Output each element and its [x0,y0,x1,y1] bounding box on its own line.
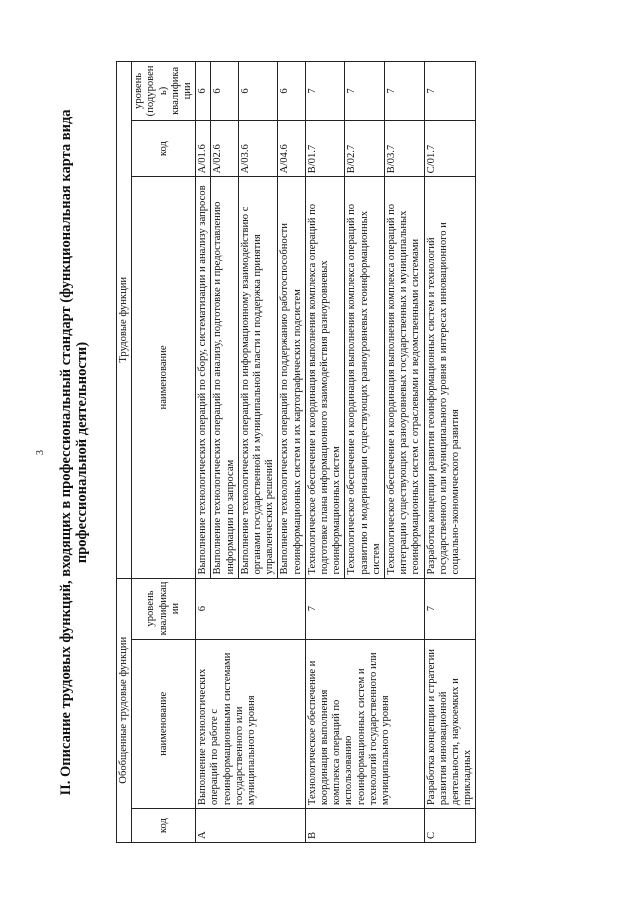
function-code: B/01.7 [305,120,345,177]
header-name-2: наименование [132,177,196,578]
function-level: 7 [385,62,425,121]
section-title [58,60,90,845]
table-row [196,62,211,843]
group-level: 6 [196,578,306,639]
function-level: 6 [211,62,238,121]
header-labor: Трудовые функции [117,62,132,579]
function-code: A/02.6 [211,120,238,177]
page-number: 3 [35,450,46,455]
function-name: Технологическое обеспечение и координация выполнения комплекса операций по развитию и модернизации существующих разноуровневых геоинформационных систем [345,177,385,578]
function-code: B/02.7 [345,120,385,177]
group-code: C [424,809,476,843]
function-level: 7 [424,62,476,121]
function-level: 6 [196,62,211,121]
group-code: A [196,809,306,843]
header-level-2: уровень (подуровень) квалификации [132,62,196,121]
title-line-1: II. Описание трудовых функций, входящих в профессиональный стандарт (функциональная карта вида [58,109,74,796]
header-name: наименование [132,639,196,809]
header-generalized: Обобщенные трудовые функции [117,578,132,842]
header-level: уровень квалификации [132,578,196,639]
function-name: Выполнение технологических операций по информационному взаимодействию с органами государственной и муниципальной власти и поддержка принятия управленческих решений [238,177,278,578]
function-name: Выполнение технологических операций по сбору, систематизации и анализу запросов [196,177,211,578]
function-code: A/01.6 [196,120,211,177]
function-level: 7 [345,62,385,121]
function-code: B/03.7 [385,120,425,177]
function-name: Выполнение технологических операций по анализу, подготовке и предоставлению информации по запросам [211,177,238,578]
function-name: Разработка концепции развития геоинформационных систем и технологий государственного или муниципального уровня в интересах инновационного и социально-экономического развития [424,177,476,578]
function-code: C/01.7 [424,120,476,177]
function-name: Выполнение технологических операций по поддержанию работоспособности геоинформационных систем и их картографических подсистем [278,177,305,578]
group-name: Технологическое обеспечение и координация выполнения комплекса операций по использованию геоинформационных систем и технологий государственного или муниципального уровня [305,639,424,809]
function-level: 6 [278,62,305,121]
function-name: Технологическое обеспечение и координация выполнения комплекса операций по интеграции существующих разноуровневых государственных и муниципальных геоинформационных систем с отраслевыми и ведомственными системами [385,177,425,578]
function-code: A/04.6 [278,120,305,177]
header-code-2: код [132,120,196,177]
group-name: Разработка концепции и стратегии развития инновационной деятельности, наукоемких и прикладных [424,639,476,809]
header-code: код [132,809,196,843]
function-name: Технологическое обеспечение и координация выполнения комплекса операций по подготовке плана информационного взаимодействия разноуровневых геоинформационных систем [305,177,345,578]
table-row [305,62,345,843]
table-row [424,62,476,843]
function-level: 7 [305,62,345,121]
group-level: 7 [305,578,424,639]
function-code: A/03.6 [238,120,278,177]
functional-map-table [116,61,476,843]
function-level: 6 [238,62,278,121]
title-line-2: профессиональной деятельности) [74,341,90,564]
group-code: B [305,809,424,843]
group-level: 7 [424,578,476,639]
group-name: Выполнение технологических операций по работе с геоинформационными системами государственного или муниципального уровня [196,639,306,809]
